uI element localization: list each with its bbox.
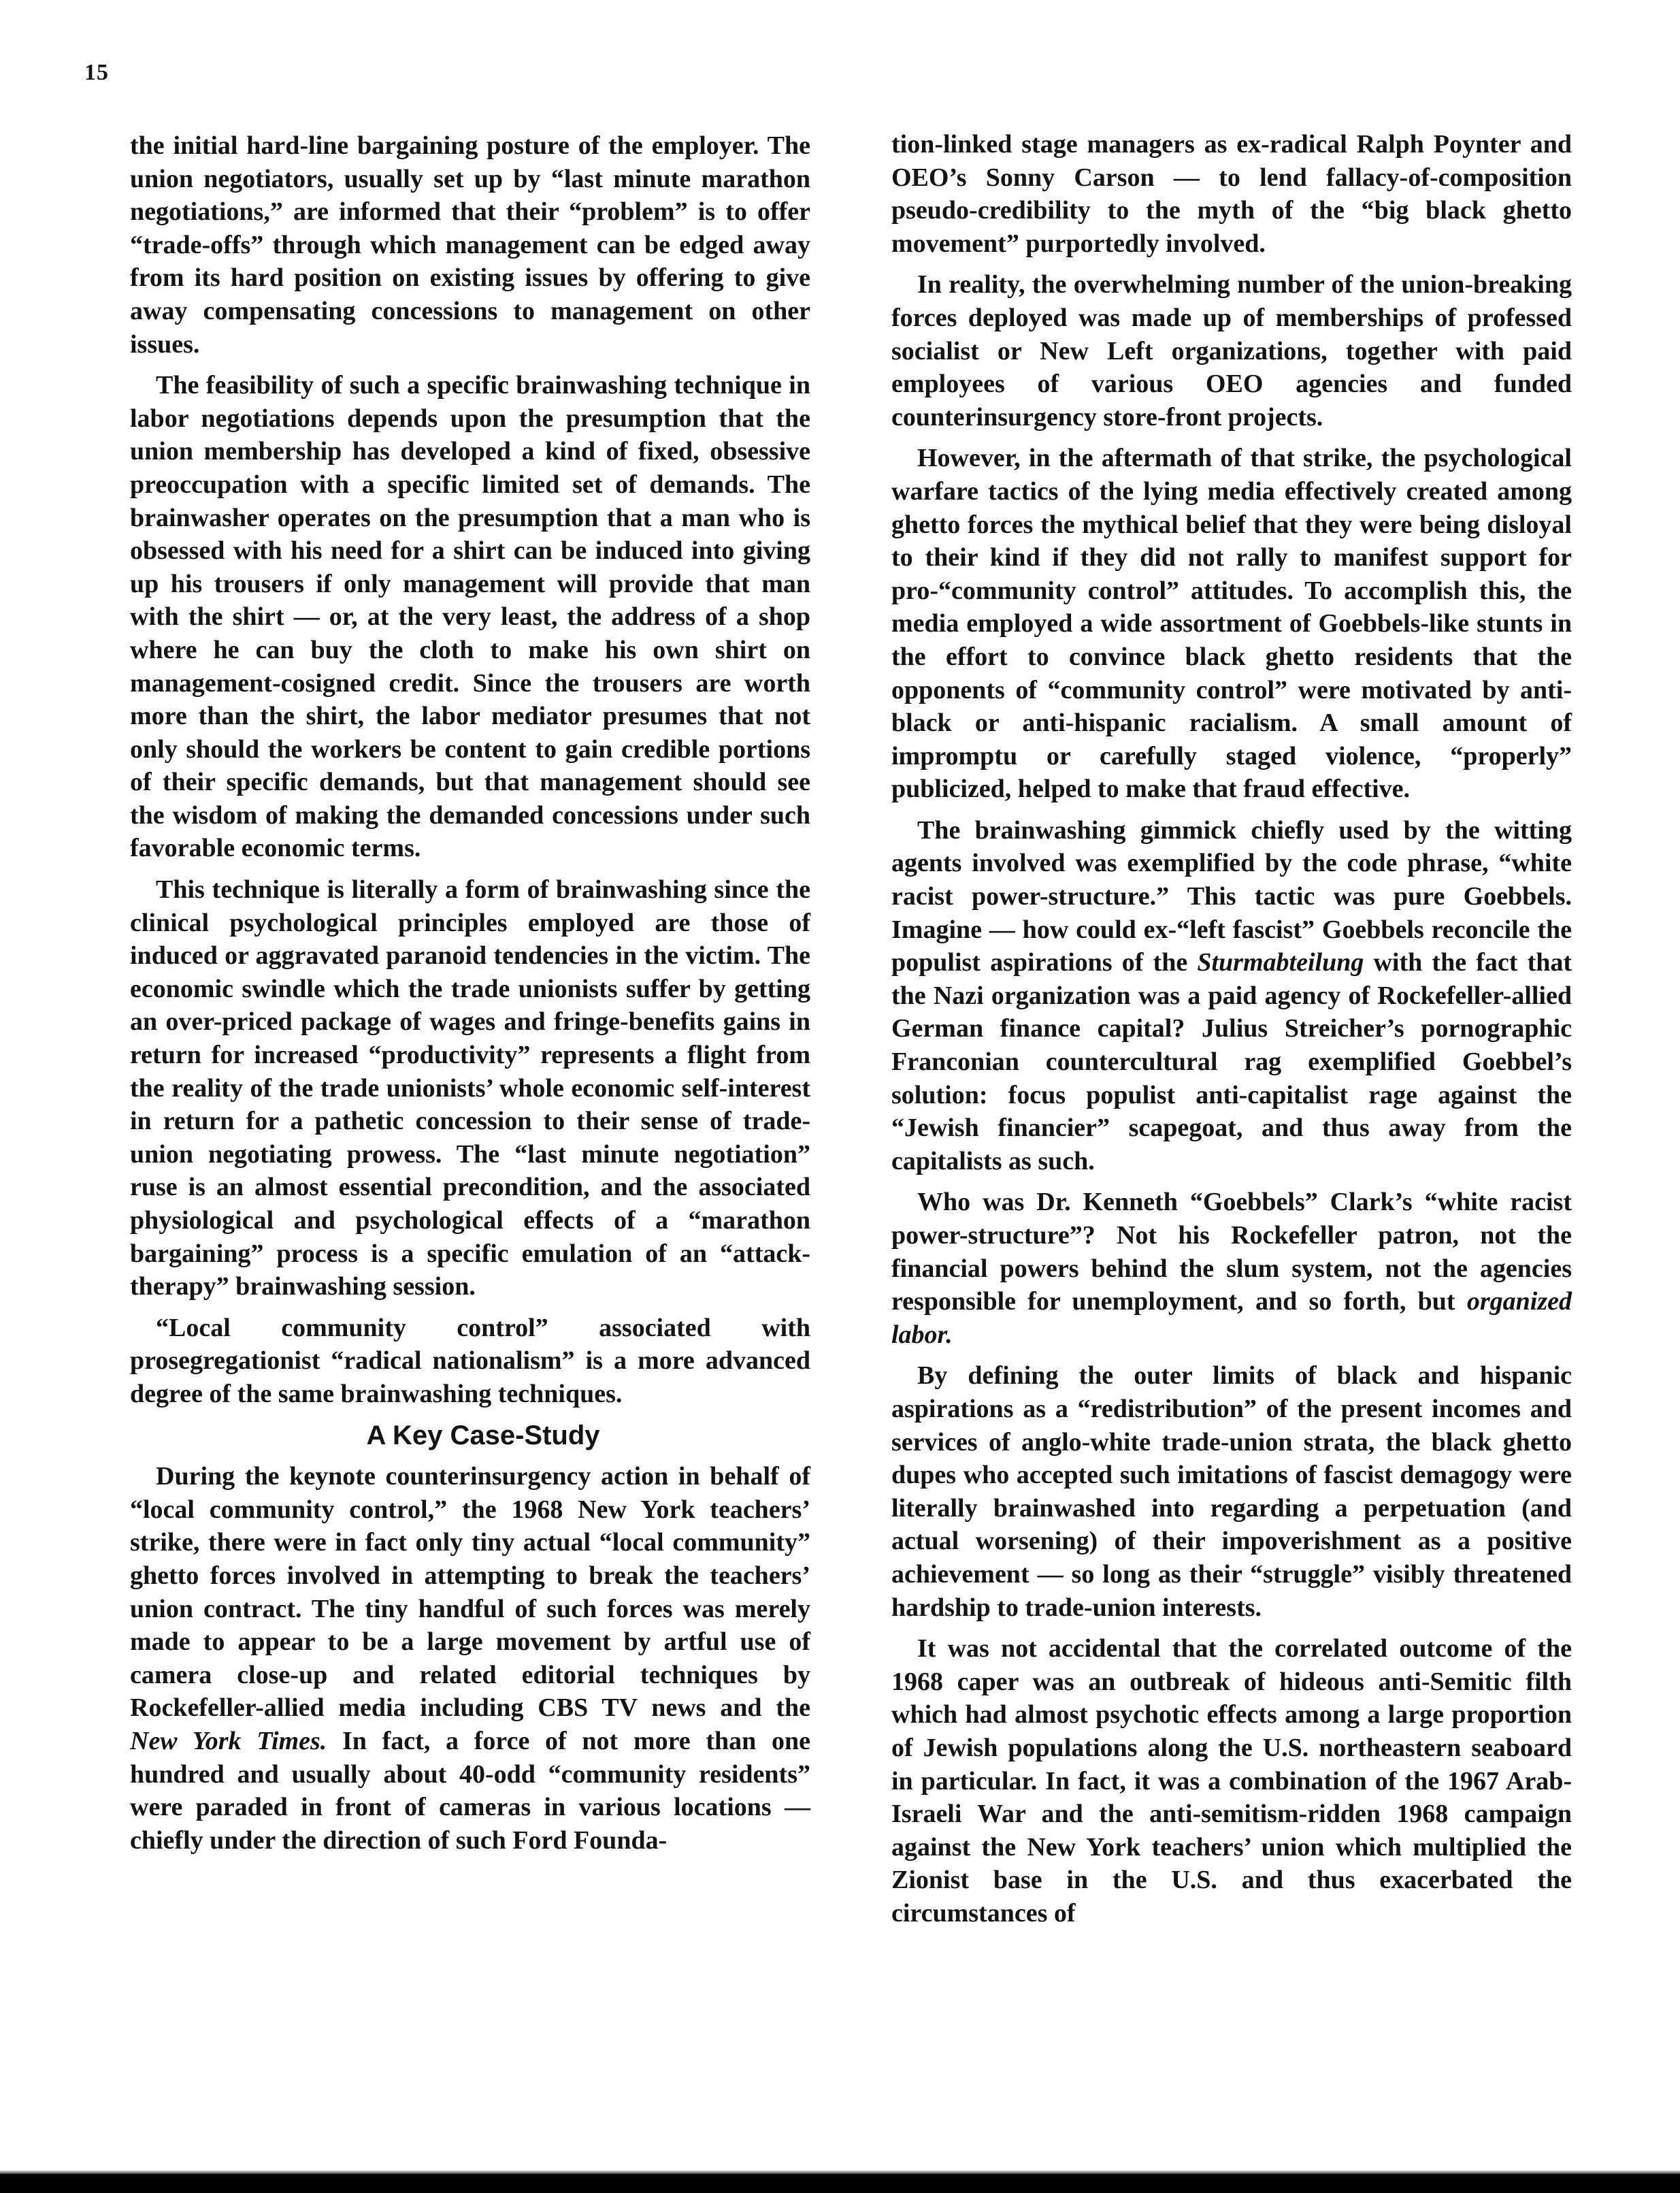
paragraph [130,1460,810,1857]
paragraph: By defining the outer limits of black and hispanic aspirations as a “redistribution” of the present incomes and services of anglo-white trade-union strata, the black ghetto dupes who accepted such imitations of fascist demagogy were literally brainwashed into regarding a perpetuation (and actual worsening) of their impoverishment as a positive achievement — so long as their “struggle” visibly threatened hardship to trade-union interests. [891,1361,1572,1622]
paragraph [891,814,1572,1178]
paragraph: However, in the aftermath of that strike, the psychological warfare tactics of the lying media effectively created among ghetto forces the mythical belief that they were being disloyal to their kind if they did not rally to manifest support for pro-“community control” attitudes. To accomplish this, the media employed a wide assortment of Goebbels-like stunts in the effort to convince black ghetto residents that the opponents of “community control” were motivated by anti-black or anti-hispanic racialism. A small amount of impromptu or carefully staged violence, “properly” publicized, helped to make that fraud effective. [891,444,1572,804]
section-heading: A Key Case-Study [366,1420,600,1450]
text-run: The brainwashing gimmick chiefly used by the witting agents involved was exemplified by the code phrase, “white racist power-structure.” This tactic was pure Goebbels. Imagine — how could ex-“left fascist” Goebbels reconcile the populist aspirations of the [891,815,1572,977]
paragraph: In reality, the overwhelming number of the union-breaking forces deployed was made up of memberships of professed socialist or New Left organizations, together with paid employees of various OEO agencies and funded counterinsurgency store-front projects. [891,270,1572,432]
paragraph: “Local community control” associated with prosegregationist “radical nationalism” is a more advanced degree of the same brainwashing techniques. [130,1313,810,1408]
scan-bottom-border [0,2174,1680,2193]
right-column [891,128,1572,1938]
text-run: In fact, a force of not more than one hundred and usually about 40-odd “community residents” were paraded in front of cameras in various locations — chiefly under the direction of such Ford Founda- [130,1726,811,1855]
paragraph: This technique is literally a form of brainwashing since the clinical psychological principles employed are those of induced or aggravated paranoid tendencies in the victim. The economic swindle which the trade unionists suffer by getting an over-priced package of wages and fringe-benefits gains in return for increased “productivity” represents a flight from the reality of the trade unionists’ whole economic self-interest in return for a pathetic concession to their sense of trade-union negotiating prowess. The “last minute negotiation” ruse is an almost essential precondition, and the associated physiological and psychological effects of a “marathon bargaining” process is a specific emulation of an “attack-therapy” brainwashing session. [130,875,810,1301]
text-run: Who was Dr. Kenneth “Goebbels” Clark’s “white racist power-structure”? Not his Rockefeller patron, not the financial powers behind the slum system, not the agencies responsible for unemployment, and so forth, but [891,1188,1572,1316]
paragraph: The feasibility of such a specific brainwashing technique in labor negotiations depends upon the presumption that the union membership has developed a kind of fixed, obsessive preoccupation with a specific limited set of demands. The brainwasher operates on the presumption that a man who is obsessed with his need for a shirt can be induced into giving up his trousers if only management will provide that man with the shirt — or, at the very least, the address of a shop where he can buy the cloth to make his own shirt on management-cosigned credit. Since the trousers are worth more than the shirt, the labor mediator presumes that not only should the workers be content to gain credible portions of their specific demands, but that management should see the wisdom of making the demanded concessions under such favorable economic terms. [130,371,810,863]
paragraph [891,1186,1572,1351]
italic-term: Sturmabteilung [1197,948,1364,977]
paragraph: tion-linked stage managers as ex-radical Ralph Poynter and OEO’s Sonny Carson — to lend fallacy-of-composition pseudo-credibility to the myth of the “big black ghetto movement” purportedly involved. [891,130,1572,258]
paragraph: It was not accidental that the correlated outcome of the 1968 caper was an outbreak of hideous anti-Semitic filth which had almost psychotic effects among a large proportion of Jewish populations along the U.S. northeastern seaboard in particular. In fact, it was a combination of the 1967 Arab-Israeli War and the anti-semitism-ridden 1968 campaign against the New York teachers’ union which multiplied the Zionist base in the U.S. and thus exacerbated the circumstances of [891,1634,1572,1928]
page-number: 15 [84,60,109,85]
italic-term: organized labor. [891,1287,1572,1349]
paragraph: the initial hard-line bargaining posture of the employer. The union negotiators, usually set up by “last minute marathon negotiations,” are informed that their “problem” is to offer “trade-offs” through which management can be edged away from its hard position on existing issues by offering to give away compensating concessions to management on other issues. [130,131,810,359]
text-run: with the fact that the Nazi organization was a paid agency of Rockefeller-allied German finance capital? Julius Streicher’s pornographic Franconian countercultural rag exemplified Goebbel’s solution: focus populist anti-capitalist rage against the “Jewish financier” scapegoat, and thus away from the capitalists as such. [891,948,1572,1175]
left-column [130,129,810,1865]
italic-title: New York Times. [130,1726,327,1755]
text-run: During the keynote counterinsurgency action in behalf of “local community control,” the 1968 New York teachers’ strike, there were in fact only tiny actual “local community” ghetto forces involved in attempting to break the teachers’ union contract. The tiny handful of such forces was merely made to appear to be a large movement by artful use of camera close-up and related editorial techniques by Rockefeller-allied media including CBS TV news and the [130,1462,810,1723]
